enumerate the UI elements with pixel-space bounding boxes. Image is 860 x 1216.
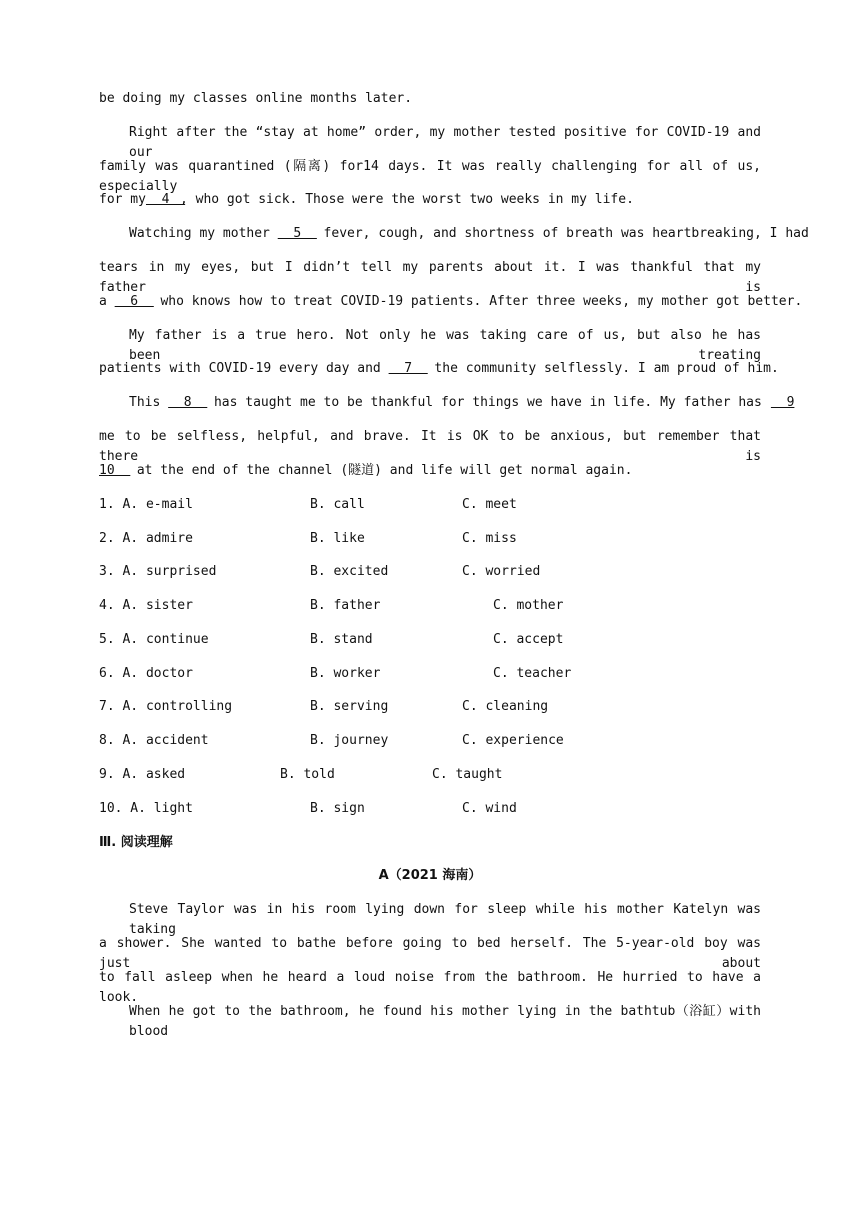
text-segment: has taught me to be thankful for things we have in life. My father has (206, 395, 770, 410)
passage-line (99, 190, 761, 210)
reading-line: Steve Taylor was in his room lying down for sleep while his mother Katelyn was taking (129, 902, 761, 937)
text-segment: fever, cough, and shortness of breath was heartbreaking, I had (315, 226, 809, 241)
option-c: C. teacher (493, 666, 572, 681)
blank-7: 7 (388, 361, 428, 376)
passage-line (129, 393, 795, 413)
option-a: 10. A. light (99, 801, 193, 816)
passage-line: me to be selfless, helpful, and brave. It is OK to be anxious, but remember that there is (99, 429, 761, 464)
option-c: C. mother (493, 598, 564, 613)
reading-line: When he got to the bathroom, he found his mother lying in the bathtub（浴缸）with blood (129, 1004, 761, 1039)
text-segment: who knows how to treat COVID-19 patients. After three weeks, my mother got better. (152, 294, 803, 309)
passage-line: My father is a true hero. Not only he was taking care of us, but also he has been treating (129, 328, 761, 363)
option-b: B. stand (310, 632, 373, 647)
passage-line: Right after the “stay at home” order, my mother tested positive for COVID-19 and our (129, 125, 761, 160)
passage-line (99, 359, 779, 379)
option-b: B. told (280, 767, 335, 782)
option-c: C. miss (462, 531, 517, 546)
option-b: B. like (310, 531, 365, 546)
section-title: Ⅲ. 阅读理解 (99, 835, 173, 850)
option-a: 8. A. accident (99, 733, 209, 748)
reading-line: a shower. She wanted to bathe before going to bed herself. The 5-year-old boy was just about (99, 936, 761, 971)
option-b: B. sign (310, 801, 365, 816)
option-a: 4. A. sister (99, 598, 193, 613)
text-segment: patients with COVID-19 every day and (99, 361, 389, 376)
passage-line (99, 461, 761, 481)
blank-6: 6 (114, 294, 154, 309)
option-c: C. accept (493, 632, 564, 647)
passage-line: family was quarantined (隔离) for14 days. It was really challenging for all of us, especially (99, 159, 761, 194)
option-c: C. wind (462, 801, 517, 816)
text-segment: the community selflessly. I am proud of him. (426, 361, 779, 376)
blank-9: 9 (770, 395, 795, 410)
text-segment: This (129, 395, 169, 410)
option-c: C. experience (462, 733, 564, 748)
text-segment: for my (99, 192, 146, 207)
reading-line: to fall asleep when he heard a loud noise from the bathroom. He hurried to have a look. (99, 970, 761, 1005)
option-c: C. cleaning (462, 699, 549, 714)
option-b: B. excited (310, 564, 389, 579)
option-b: B. father (310, 598, 381, 613)
option-a: 5. A. continue (99, 632, 209, 647)
option-b: B. call (310, 497, 365, 512)
option-b: B. worker (310, 666, 381, 681)
passage-line (129, 224, 809, 244)
option-a: 1. A. e-mail (99, 497, 193, 512)
text-segment: at the end of the channel (隧道) and life will get normal again. (129, 463, 633, 478)
passage-line: tears in my eyes, but I didn’t tell my parents about it. I was thankful that my father is (99, 260, 761, 295)
option-c: C. worried (462, 564, 541, 579)
option-c: C. meet (462, 497, 517, 512)
blank-5: 5 (277, 226, 317, 241)
option-a: 9. A. asked (99, 767, 186, 782)
passage-subheading: A（2021 海南） (378, 868, 482, 883)
option-a: 3. A. surprised (99, 564, 217, 579)
option-c: C. taught (432, 767, 503, 782)
text-segment: Watching my mother (129, 226, 278, 241)
option-a: 6. A. doctor (99, 666, 193, 681)
passage-line (99, 292, 803, 312)
text-segment: , who got sick. Those were the worst two weeks in my life. (179, 192, 634, 207)
option-a: 2. A. admire (99, 531, 193, 546)
blank-8: 8 (168, 395, 208, 410)
text-segment: a (99, 294, 115, 309)
passage-line: be doing my classes online months later. (99, 91, 413, 106)
blank-4: 4 (145, 192, 186, 207)
option-b: B. serving (310, 699, 389, 714)
option-a: 7. A. controlling (99, 699, 233, 714)
option-b: B. journey (310, 733, 389, 748)
blank-10: 10 (99, 463, 131, 478)
